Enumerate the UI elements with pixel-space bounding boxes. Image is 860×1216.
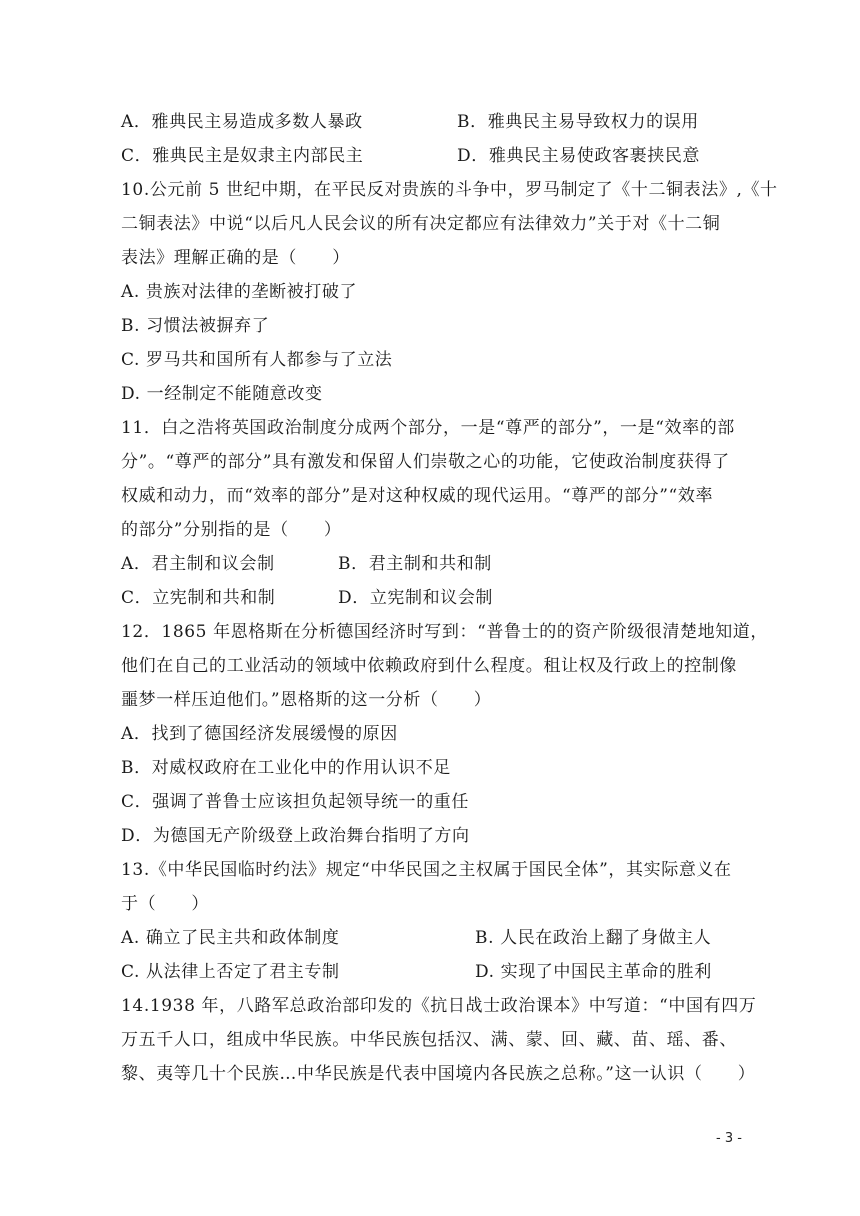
q10-option-a: A. 贵族对法律的垄断被打破了 bbox=[121, 282, 358, 302]
q9-options-row1 bbox=[121, 110, 699, 134]
q11-stem-line1: 11．白之浩将英国政治制度分成两个部分，一是“尊严的部分”，一是“效率的部 bbox=[121, 418, 735, 438]
q13-options-row2 bbox=[121, 960, 712, 984]
q13-option-c: C. 从法律上否定了君主专制 bbox=[121, 962, 340, 982]
q11-option-a: A．君主制和议会制 bbox=[121, 554, 275, 574]
q11-option-b: B．君主制和共和制 bbox=[338, 554, 492, 574]
q9-option-b: B．雅典民主易导致权力的误用 bbox=[457, 112, 699, 132]
q9-option-c: C．雅典民主是奴隶主内部民主 bbox=[121, 146, 364, 166]
q13-options-row1 bbox=[121, 926, 712, 950]
q11-option-c: C．立宪制和共和制 bbox=[121, 588, 276, 608]
q10-option-c: C. 罗马共和国所有人都参与了立法 bbox=[121, 350, 393, 370]
q14-stem-line1: 14.1938 年，八路军总政治部印发的《抗日战士政治课本》中写道：“中国有四万 bbox=[121, 996, 757, 1016]
q11-options-row1 bbox=[121, 552, 492, 576]
q12-option-b: B．对威权政府在工业化中的作用认识不足 bbox=[121, 758, 451, 778]
q11-options-row2 bbox=[121, 586, 494, 610]
q12-option-c: C．强调了普鲁士应该担负起领导统一的重任 bbox=[121, 792, 470, 812]
q11-option-d: D．立宪制和议会制 bbox=[338, 588, 494, 608]
q13-option-d: D. 实现了中国民主革命的胜利 bbox=[475, 962, 712, 982]
q10-stem-line3: 表法》理解正确的是（ ） bbox=[121, 248, 350, 268]
q13-stem-line2: 于（ ） bbox=[121, 894, 209, 914]
q13-option-b: B. 人民在政治上翻了身做主人 bbox=[475, 928, 712, 948]
q10-option-d: D. 一经制定不能随意改变 bbox=[121, 384, 323, 404]
q12-stem-line3: 噩梦一样压迫他们。”恩格斯的这一分析（ ） bbox=[121, 690, 492, 710]
q13-stem-line1: 13.《中华民国临时约法》规定“中华民国之主权属于国民全体”，其实际意义在 bbox=[121, 860, 732, 880]
q12-stem-line1: 12．1865 年恩格斯在分析德国经济时写到：“普鲁士的的资产阶级很清楚地知道， bbox=[121, 622, 768, 642]
q14-stem-line3: 黎、夷等几十个民族…中华民族是代表中国境内各民族之总称。”这一认识（ ） bbox=[121, 1064, 756, 1084]
q10-stem-line2: 二铜表法》中说“以后凡人民会议的所有决定都应有法律效力”关于对《十二铜 bbox=[121, 214, 721, 234]
q12-option-d: D．为德国无产阶级登上政治舞台指明了方向 bbox=[121, 826, 470, 846]
q14-stem-line2: 万五千人口，组成中华民族。中华民族包括汉、满、蒙、回、藏、苗、瑶、番、 bbox=[121, 1030, 737, 1050]
q9-options-row2 bbox=[121, 144, 701, 168]
q11-stem-line3: 权威和动力，而“效率的部分”是对这种权威的现代运用。“尊严的部分”“效率 bbox=[121, 486, 714, 506]
q9-option-a: A．雅典民主易造成多数人暴政 bbox=[121, 112, 363, 132]
page-number: - 3 - bbox=[716, 1131, 742, 1146]
q10-option-b: B. 习惯法被摒弃了 bbox=[121, 316, 270, 336]
q10-stem-line1: 10.公元前 5 世纪中期，在平民反对贵族的斗争中，罗马制定了《十二铜表法》,《十 bbox=[121, 180, 778, 200]
q11-stem-line2: 分”。“尊严的部分”具有激发和保留人们崇敬之心的功能，它使政治制度获得了 bbox=[121, 452, 730, 472]
q9-option-d: D．雅典民主易使政客裹挟民意 bbox=[457, 146, 701, 166]
q11-stem-line4: 的部分”分别指的是（ ） bbox=[121, 520, 342, 540]
q12-option-a: A．找到了德国经济发展缓慢的原因 bbox=[121, 724, 398, 744]
q13-option-a: A. 确立了民主共和政体制度 bbox=[121, 928, 340, 948]
q12-stem-line2: 他们在自己的工业活动的领域中依赖政府到什么程度。租让权及行政上的控制像 bbox=[121, 656, 737, 676]
